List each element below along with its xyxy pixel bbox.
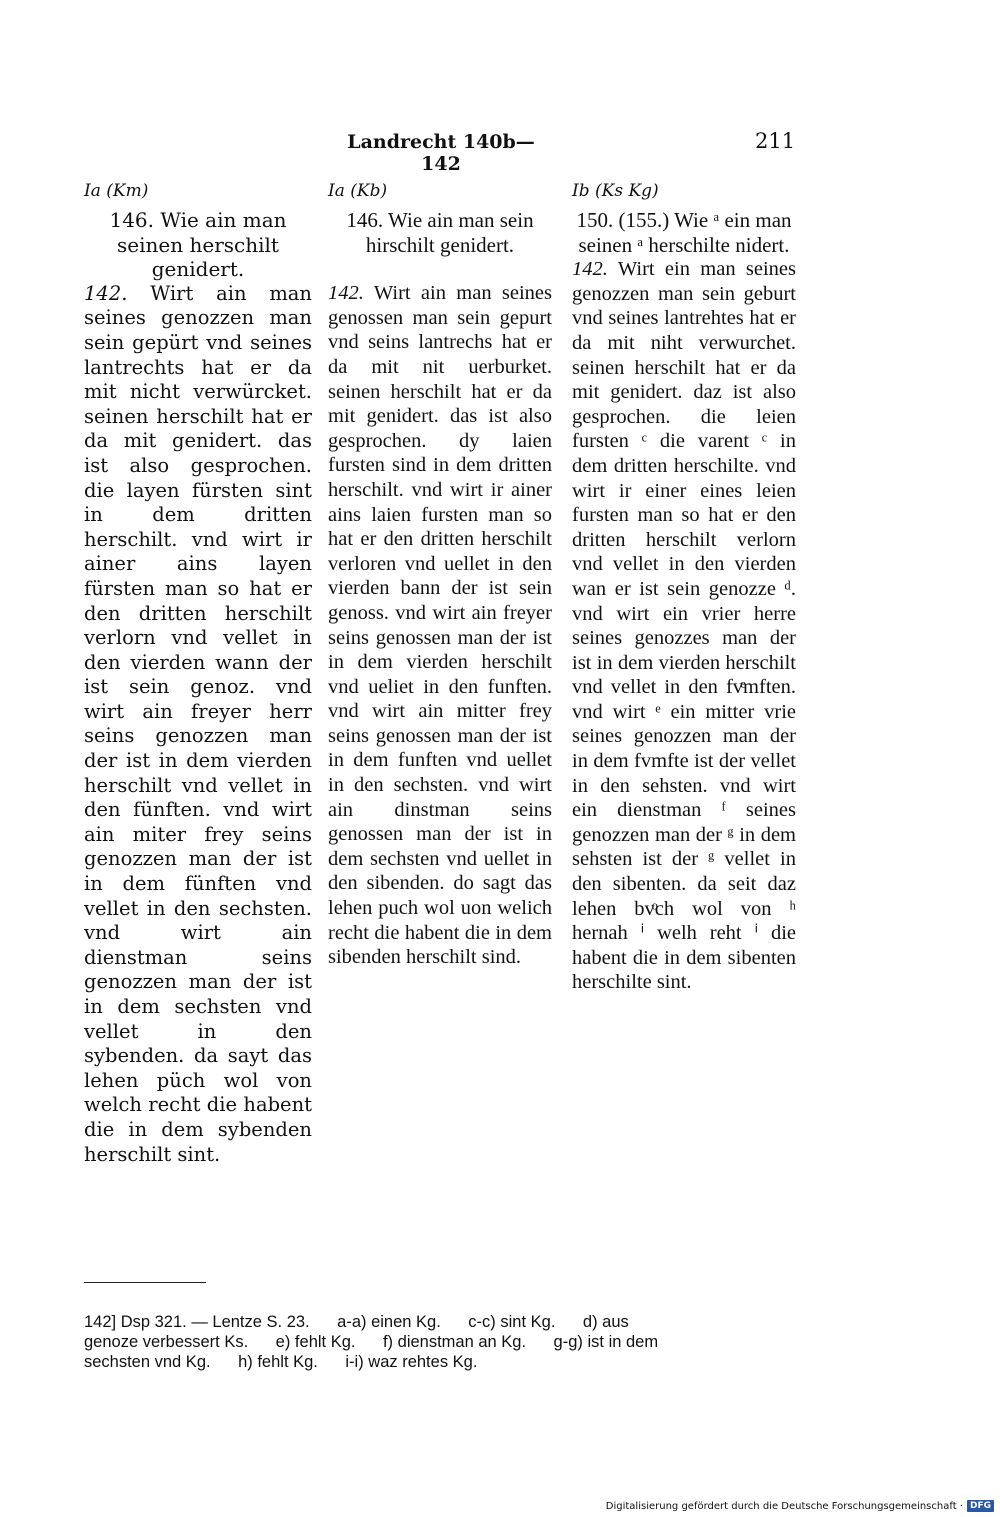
page-number: 211 [755,129,796,153]
column-2 [328,180,552,970]
chapter-heading: 146. Wie ain man sein hirschilt genidert. [346,208,534,257]
manuscript-siglum: Ia (Km) [84,181,149,201]
footnote-line: genoze verbessert Ks. e) fehlt Kg. f) dienstman an Kg. g-g) ist in dem [84,1333,659,1351]
digitization-credit [606,1500,994,1512]
footnote-line: 142] Dsp 321. — Lentze S. 23. a-a) einen Kg. c-c) sint Kg. d) aus [84,1313,629,1331]
paragraph-text [84,282,312,1167]
paragraph-number: 142. [84,281,128,305]
footnote-divider [84,1282,206,1283]
credit-text: Digitalisierung gefördert durch die Deutsche Forschungsgemeinschaft · [605,1500,963,1512]
paragraph-body: Wirt ain man seines genossen man sein gepurt vnd seins lantrechs hat er da mit nit uerburket. seinen herschilt hat er da mit genidert. das ist also gesprochen. dy laien fursten sind in dem dritten herschilt. vnd wirt ir ainer ains laien fursten man so hat er den dritten herschilt verloren vnd uellet in den vierden bann der ist sein genoss. vnd wirt ain freyer seins genossen man der ist in dem vierden herschilt vnd ueliet in den funften. vnd wirt ain mitter frey seins genossen man der ist in dem funften vnd uellet in den sechsten. vnd wirt ain dinstman seins genossen man der ist in dem sechsten vnd uellet in den sibenden. do sagt das lehen puch wol uon welich recht die habent die in dem sibenden herschilt sind. [328,282,552,969]
manuscript-siglum: Ia (Kb) [328,181,388,201]
dfg-logo: DFG [967,1500,994,1512]
paragraph-number: 142. [572,258,608,281]
header-title: Landrecht 140b—142 [347,131,535,175]
paragraph-text [572,257,796,995]
paragraph-text [328,281,552,970]
footnote-line: sechsten vnd Kg. h) fehlt Kg. i-i) waz rehtes Kg. [84,1353,478,1371]
chapter-heading: 150. (155.) Wie ᵃ ein man seinen ᵃ herschilte nidert. [576,208,792,257]
paragraph-number: 142. [328,282,364,305]
column-1 [84,180,312,1167]
manuscript-siglum: Ib (Ks Kg) [572,181,659,201]
footnotes [84,1312,800,1372]
paragraph-body: Wirt ain man seines genozzen man sein gepürt vnd seines lantrechts hat er da mit nicht verwürcket. seinen herschilt hat er da mit genidert. das ist also gesprochen. die layen fürsten sint in dem dritten herschilt. vnd wirt ir ainer ains layen fürsten man so hat er den dritten herschilt verlorn vnd vellet in den vierden wann der ist sein genoz. vnd wirt ain freyer herr seins genozzen man der ist in dem vierden herschilt vnd vellet in den fünften. vnd wirt ain miter frey seins genozzen man der ist in dem fünften vnd vellet in den sechsten. vnd wirt ain dienstman seins genozzen man der ist in dem sechsten vnd vellet in den sybenden. da sayt das lehen püch wol von welch recht die habent die in dem sybenden herschilt sint. [84,281,312,1166]
paragraph-body: Wirt ein man seines genozzen man sein geburt vnd seines lantrehtes hat er da mit niht verwurchet. seinen herschilt hat er da mit genidert. daz ist also gesprochen. die leien fursten ᶜ die varent ᶜ in dem dritten herschilte. vnd wirt ir einer eines leien fursten man so hat er den dritten herschilt verlorn vnd vellet in den vierden wan er ist sein genozze ᵈ. vnd wirt ein vrier herre seines genozzes man der ist in dem vierden herschilt vnd vellet in den fvͤmften. vnd wirt ᵉ ein mitter vrie seines genozzen man der in dem fvmfte ist der vellet in den sehsten. vnd wirt ein dienstman ᶠ seines genozzen man der ᵍ in dem sehsten ist der ᵍ vellet in den sibenten. da seit daz lehen bvͦch wol von ʰ hernah ⁱ welh reht ⁱ die habent die in dem sibenten herschilte sint. [572,258,796,994]
column-3 [572,180,796,995]
chapter-heading: 146. Wie ain man seinen herschilt genidert. [109,208,287,282]
